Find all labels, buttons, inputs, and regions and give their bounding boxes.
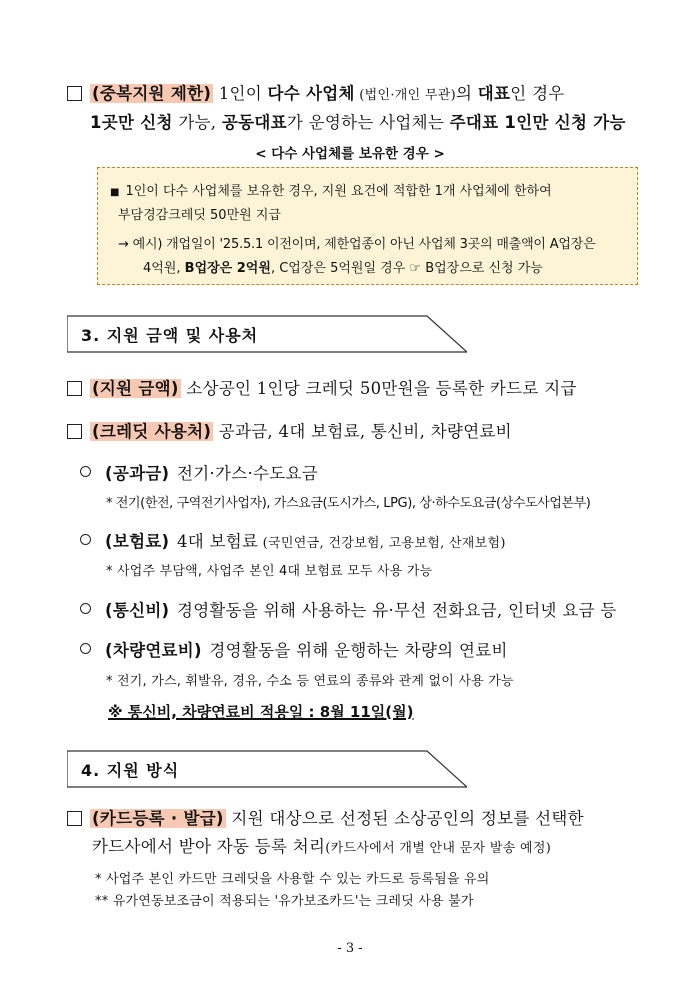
card-note-2: ** 유가연동보조금이 적용되는 '유가보조카드'는 크레딧 사용 불가 (95, 894, 474, 909)
box-line-2: 부담경감크레딧 50만원 지급 (118, 208, 281, 223)
usage-item-telecom: (통신비) 경영활동을 위해 사용하는 유·무선 전화요금, 인터넷 요금 등 (80, 597, 617, 621)
usage-item-insurance: (보험료) 4대 보험료 (국민연금, 건강보험, 고용보험, 산재보험) (80, 528, 506, 552)
usage-item-utilities-note: * 전기(한전, 구역전기사업자), 가스요금(도시가스, LPG), 상·하수도요금(상수도사업본부) (106, 496, 591, 511)
usage-item-insurance-note: * 사업주 부담액, 사업주 본인 4대 보험료 모두 사용 가능 (106, 564, 433, 579)
restriction-line-1: (중복지원 제한) 1인이 다수 사업체 (법인·개인 무관)의 대표인 경우 (67, 80, 565, 104)
section-3-title: 3. 지원 금액 및 사용처 (81, 326, 259, 345)
section-4-title: 4. 지원 방식 (81, 761, 180, 780)
circle-bullet-icon (80, 534, 91, 545)
usage-item-fuel: (차량연료비) 경영활동을 위해 운행하는 차량의 연료비 (80, 637, 508, 661)
card-registration-line-2: 카드사에서 받아 자동 등록 처리(카드사에서 개별 안내 문자 발송 예정) (92, 837, 552, 856)
checkbox-bullet-icon (67, 86, 82, 101)
checkbox-bullet-icon (67, 811, 82, 826)
section-4-header (67, 750, 467, 788)
circle-bullet-icon (80, 466, 91, 477)
effective-date-notice: ※ 통신비, 차량연료비 적용일 : 8월 11일(월) (108, 703, 414, 721)
circle-bullet-icon (80, 643, 91, 654)
square-bullet-icon: ■ (110, 187, 120, 198)
card-tag: (카드등록 · 발급) (92, 809, 224, 828)
checkbox-bullet-icon (67, 381, 82, 396)
checkbox-bullet-icon (67, 424, 82, 439)
restriction-line-2: 1곳만 신청 가능, 공동대표가 운영하는 사업체는 주대표 1인만 신청 가능 (90, 113, 626, 132)
amount-tag: (지원 금액) (92, 379, 179, 398)
circle-bullet-icon (80, 603, 91, 614)
card-registration-line-1: (카드등록 · 발급) 지원 대상으로 선정된 소상공인의 정보를 선택한 (67, 805, 584, 829)
box-line-4: 4억원, B업장은 2억원, C업장은 5억원일 경우 ☞ B업장으로 신청 가능 (143, 261, 543, 276)
usage-tag: (크레딧 사용처) (92, 422, 212, 441)
amount-line: (지원 금액) 소상공인 1인당 크레딧 50만원을 등록한 카드로 지급 (67, 375, 577, 399)
usage-line: (크레딧 사용처) 공과금, 4대 보험료, 통신비, 차량연료비 (67, 418, 512, 442)
page-number: - 3 - (337, 941, 363, 956)
box-line-1: ■ 1인이 다수 사업체를 보유한 경우, 지원 요건에 적합한 1개 사업체에 한하여 (110, 184, 552, 199)
box-line-3: → 예시) 개업일이 '25.5.1 이전이며, 제한업종이 아닌 사업체 3곳의 매출액이 A업장은 (118, 237, 596, 252)
usage-item-utilities: (공과금) 전기·가스·수도요금 (80, 460, 318, 484)
restriction-tag: (중복지원 제한) (92, 84, 212, 103)
example-box (97, 167, 638, 285)
card-note-1: * 사업주 본인 카드만 크레딧을 사용할 수 있는 카드로 등록됨을 유의 (95, 872, 490, 887)
usage-item-fuel-note: * 전기, 가스, 휘발유, 경유, 수소 등 연료의 종류와 관계 없이 사용 가능 (106, 674, 514, 689)
example-caption: < 다수 사업체를 보유한 경우 > (255, 146, 445, 162)
section-3-header (67, 315, 467, 353)
